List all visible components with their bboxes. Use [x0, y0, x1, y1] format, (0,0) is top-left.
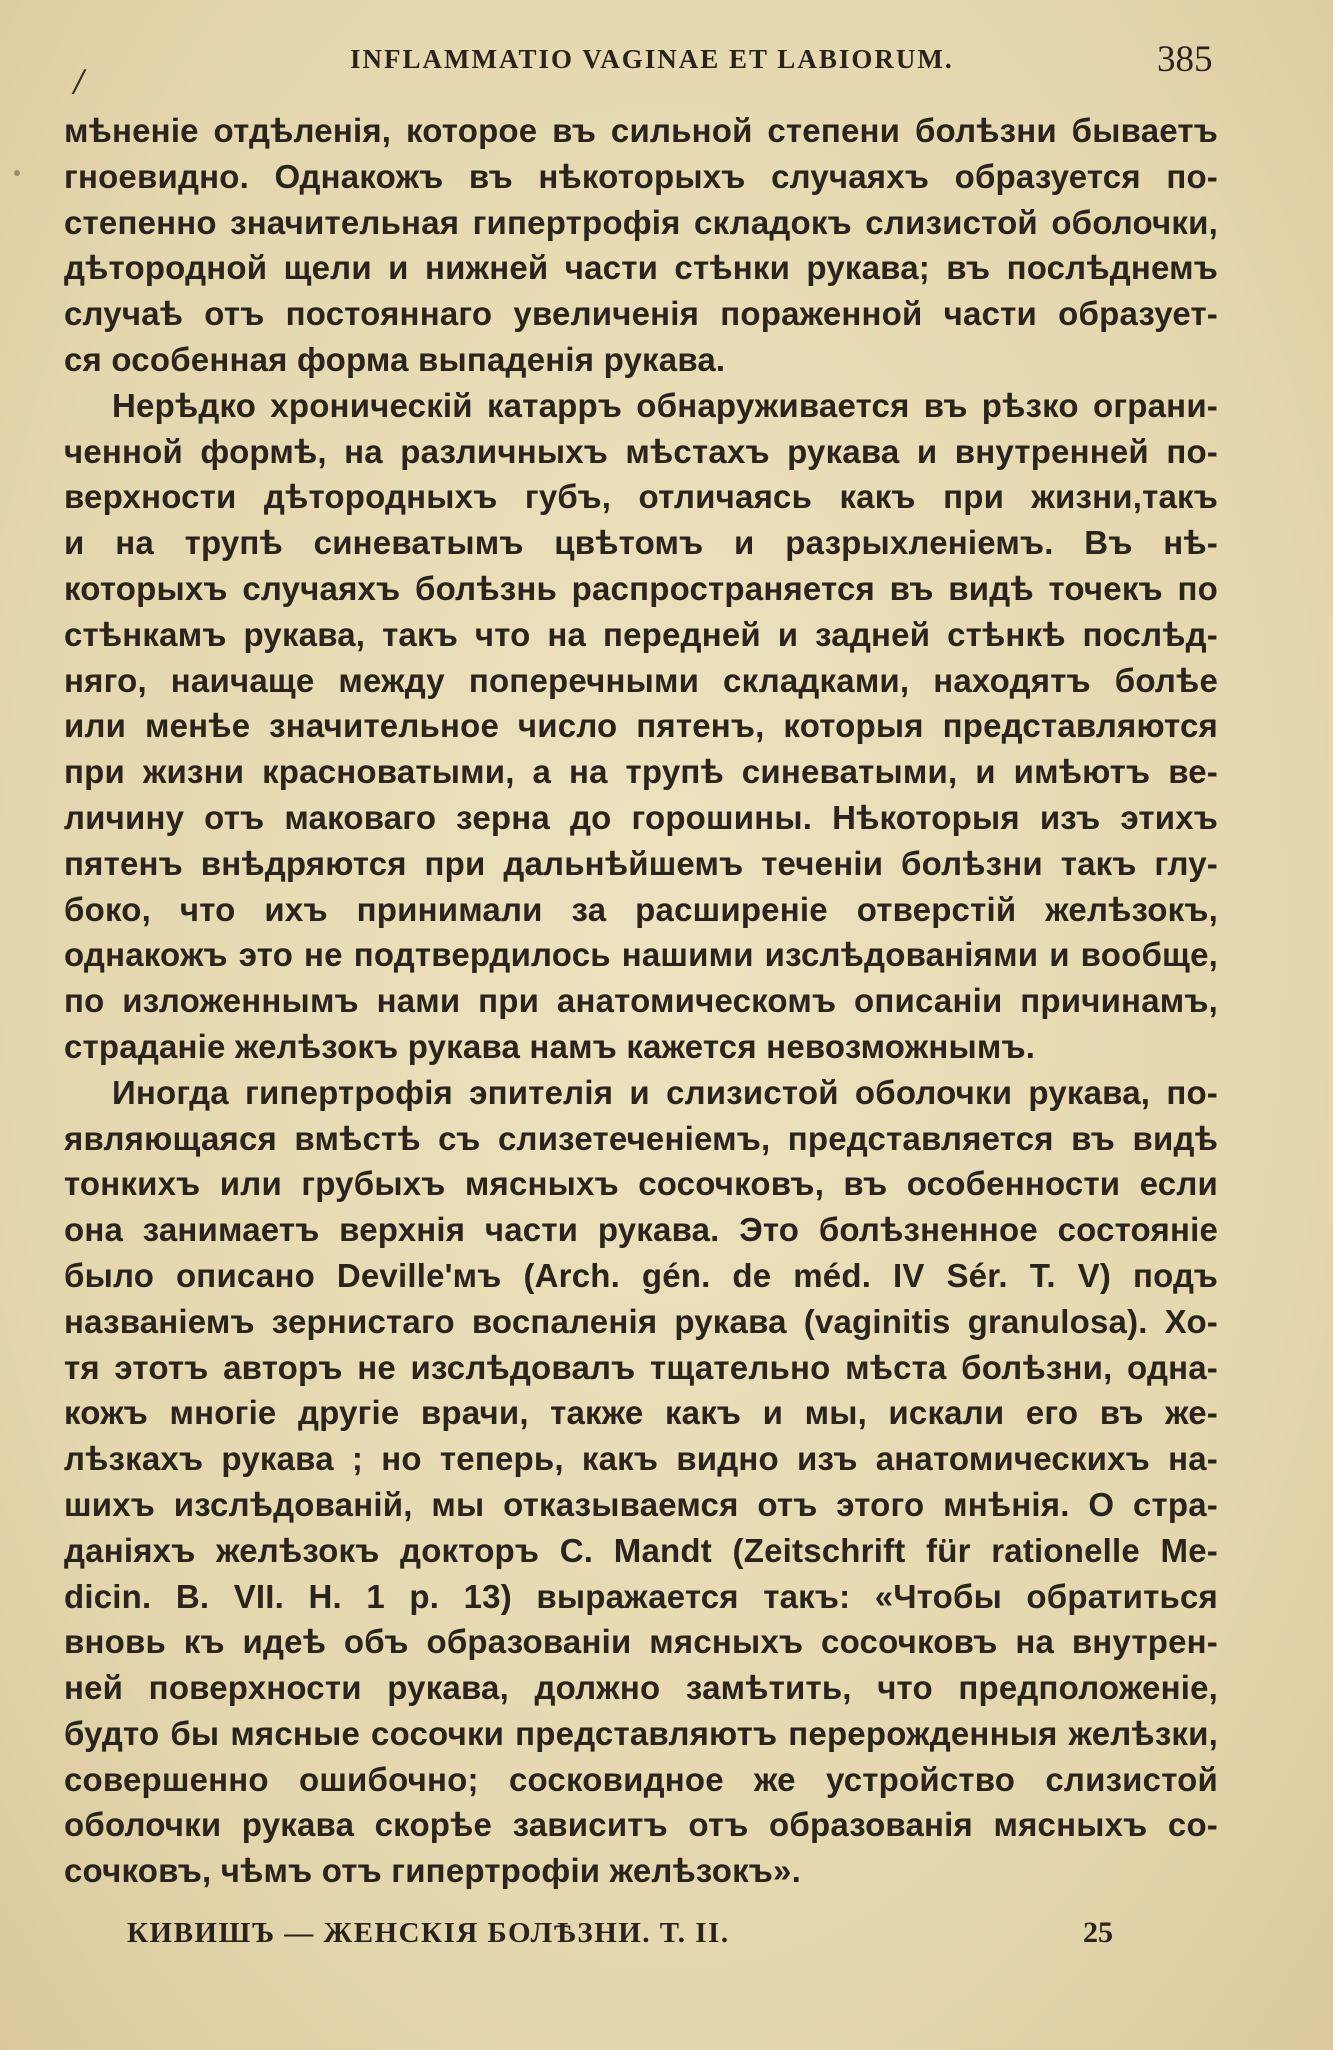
text-line: пятенъ внѣдряются при дальнѣйшемъ теченіи болѣзни такъ глу-: [64, 844, 1218, 882]
body-text: [64, 108, 1218, 1894]
text-line: личину отъ маковаго зерна до горошины. Нѣкоторыя изъ этихъ: [64, 798, 1218, 836]
text-line: даніяхъ желѣзокъ докторъ C. Mandt (Zeitschrift für rationelle Me-: [64, 1531, 1218, 1569]
text-line: случаѣ отъ постояннаго увеличенія пораженной части образует-: [64, 295, 1218, 333]
text-line: степенно значительная гипертрофія складокъ слизистой оболочки,: [64, 203, 1218, 241]
text-line: Нерѣдко хроническій катарръ обнаруживается въ рѣзко ограни-: [112, 386, 1218, 424]
text-line: при жизни красноватыми, а на трупѣ синеватыми, и имѣютъ ве-: [64, 753, 1218, 791]
text-line: ся особенная форма выпаденія рукава.: [64, 340, 726, 378]
signature-mark: 25: [1083, 1916, 1113, 1949]
text-line: страданіе желѣзокъ рукава намъ кажется невозможнымъ.: [64, 1027, 1036, 1065]
text-line: дѣтородной щели и нижней части стѣнки рукава; въ послѣднемъ: [64, 249, 1218, 287]
text-line: названіемъ зернистаго воспаленія рукава (vaginitis granulosa). Хо-: [64, 1302, 1218, 1340]
running-head: INFLAMMATIO VAGINAE ET LABIORUM.: [350, 44, 954, 74]
text-line: няго, наичаще между поперечными складками, находятъ болѣе: [64, 661, 1218, 699]
text-line: боко, что ихъ принимали за расширеніе отверстій желѣзокъ,: [64, 890, 1218, 928]
text-line: dicin. B. VII. H. 1 p. 13) выражается такъ: «Чтобы обратиться: [64, 1577, 1218, 1615]
text-line: гноевидно. Однакожъ въ нѣкоторыхъ случаяхъ образуется по-: [64, 157, 1218, 195]
text-line: Иногда гипертрофія эпителія и слизистой оболочки рукава, по-: [112, 1073, 1218, 1111]
text-line: ней поверхности рукава, должно замѣтить, что предположеніе,: [64, 1669, 1218, 1707]
text-line: ченной формѣ, на различныхъ мѣстахъ рукава и внутренней по-: [64, 432, 1218, 470]
margin-mark: /: [74, 64, 85, 99]
footer-signature: КИВИШЪ — ЖЕНСКІЯ БОЛѢЗНИ. Т. II.: [127, 1917, 730, 1949]
text-line: тя этотъ авторъ не изслѣдовалъ тщательно мѣста болѣзни, одна-: [64, 1348, 1218, 1386]
text-line: лѣзкахъ рукава ; но теперь, какъ видно изъ анатомическихъ на-: [64, 1440, 1218, 1478]
text-line: и на трупѣ синеватымъ цвѣтомъ и разрыхленіемъ. Въ нѣ-: [64, 524, 1218, 562]
text-line: кожъ многіе другіе врачи, также какъ и мы, искали его въ же-: [64, 1394, 1218, 1432]
text-line: однакожъ это не подтвердилось нашими изслѣдованіями и вообще,: [64, 936, 1218, 974]
text-line: вновь къ идеѣ объ образованіи мясныхъ сосочковъ на внутрен-: [64, 1623, 1218, 1661]
text-line: было описано Deville'мъ (Arch. gén. de méd. IV Sér. T. V) подъ: [64, 1256, 1218, 1294]
text-line: являющаяся вмѣстѣ съ слизетеченіемъ, представляется въ видѣ: [64, 1119, 1218, 1157]
text-line: которыхъ случаяхъ болѣзнь распространяется въ видѣ точекъ по: [64, 569, 1218, 607]
text-line: по изложеннымъ нами при анатомическомъ описаніи причинамъ,: [64, 982, 1218, 1020]
page-number: 385: [1157, 39, 1213, 80]
text-line: шихъ изслѣдованій, мы отказываемся отъ этого мнѣнія. О стра-: [64, 1485, 1218, 1523]
text-line: стѣнкамъ рукава, такъ что на передней и задней стѣнкѣ послѣд-: [64, 615, 1218, 653]
margin-dot: [14, 170, 20, 176]
text-line: или менѣе значительное число пятенъ, которыя представляются: [64, 707, 1218, 745]
text-line: тонкихъ или грубыхъ мясныхъ сосочковъ, въ особенности если: [64, 1165, 1218, 1203]
text-line: будто бы мясные сосочки представляютъ перерожденныя желѣзки,: [64, 1714, 1218, 1752]
text-line: мѣненіе отдѣленія, которое въ сильной степени болѣзни бываетъ: [64, 112, 1218, 149]
text-line: она занимаетъ верхнія части рукава. Это болѣзненное состояніе: [64, 1211, 1218, 1249]
text-line: совершенно ошибочно; сосковидное же устройство слизистой: [64, 1760, 1218, 1798]
text-line: сочковъ, чѣмъ отъ гипертрофіи желѣзокъ».: [64, 1852, 801, 1890]
text-line: верхности дѣтородныхъ губъ, отличаясь какъ при жизни,такъ: [64, 478, 1218, 516]
text-line: оболочки рукава скорѣе зависитъ отъ образованія мясныхъ со-: [64, 1806, 1218, 1844]
